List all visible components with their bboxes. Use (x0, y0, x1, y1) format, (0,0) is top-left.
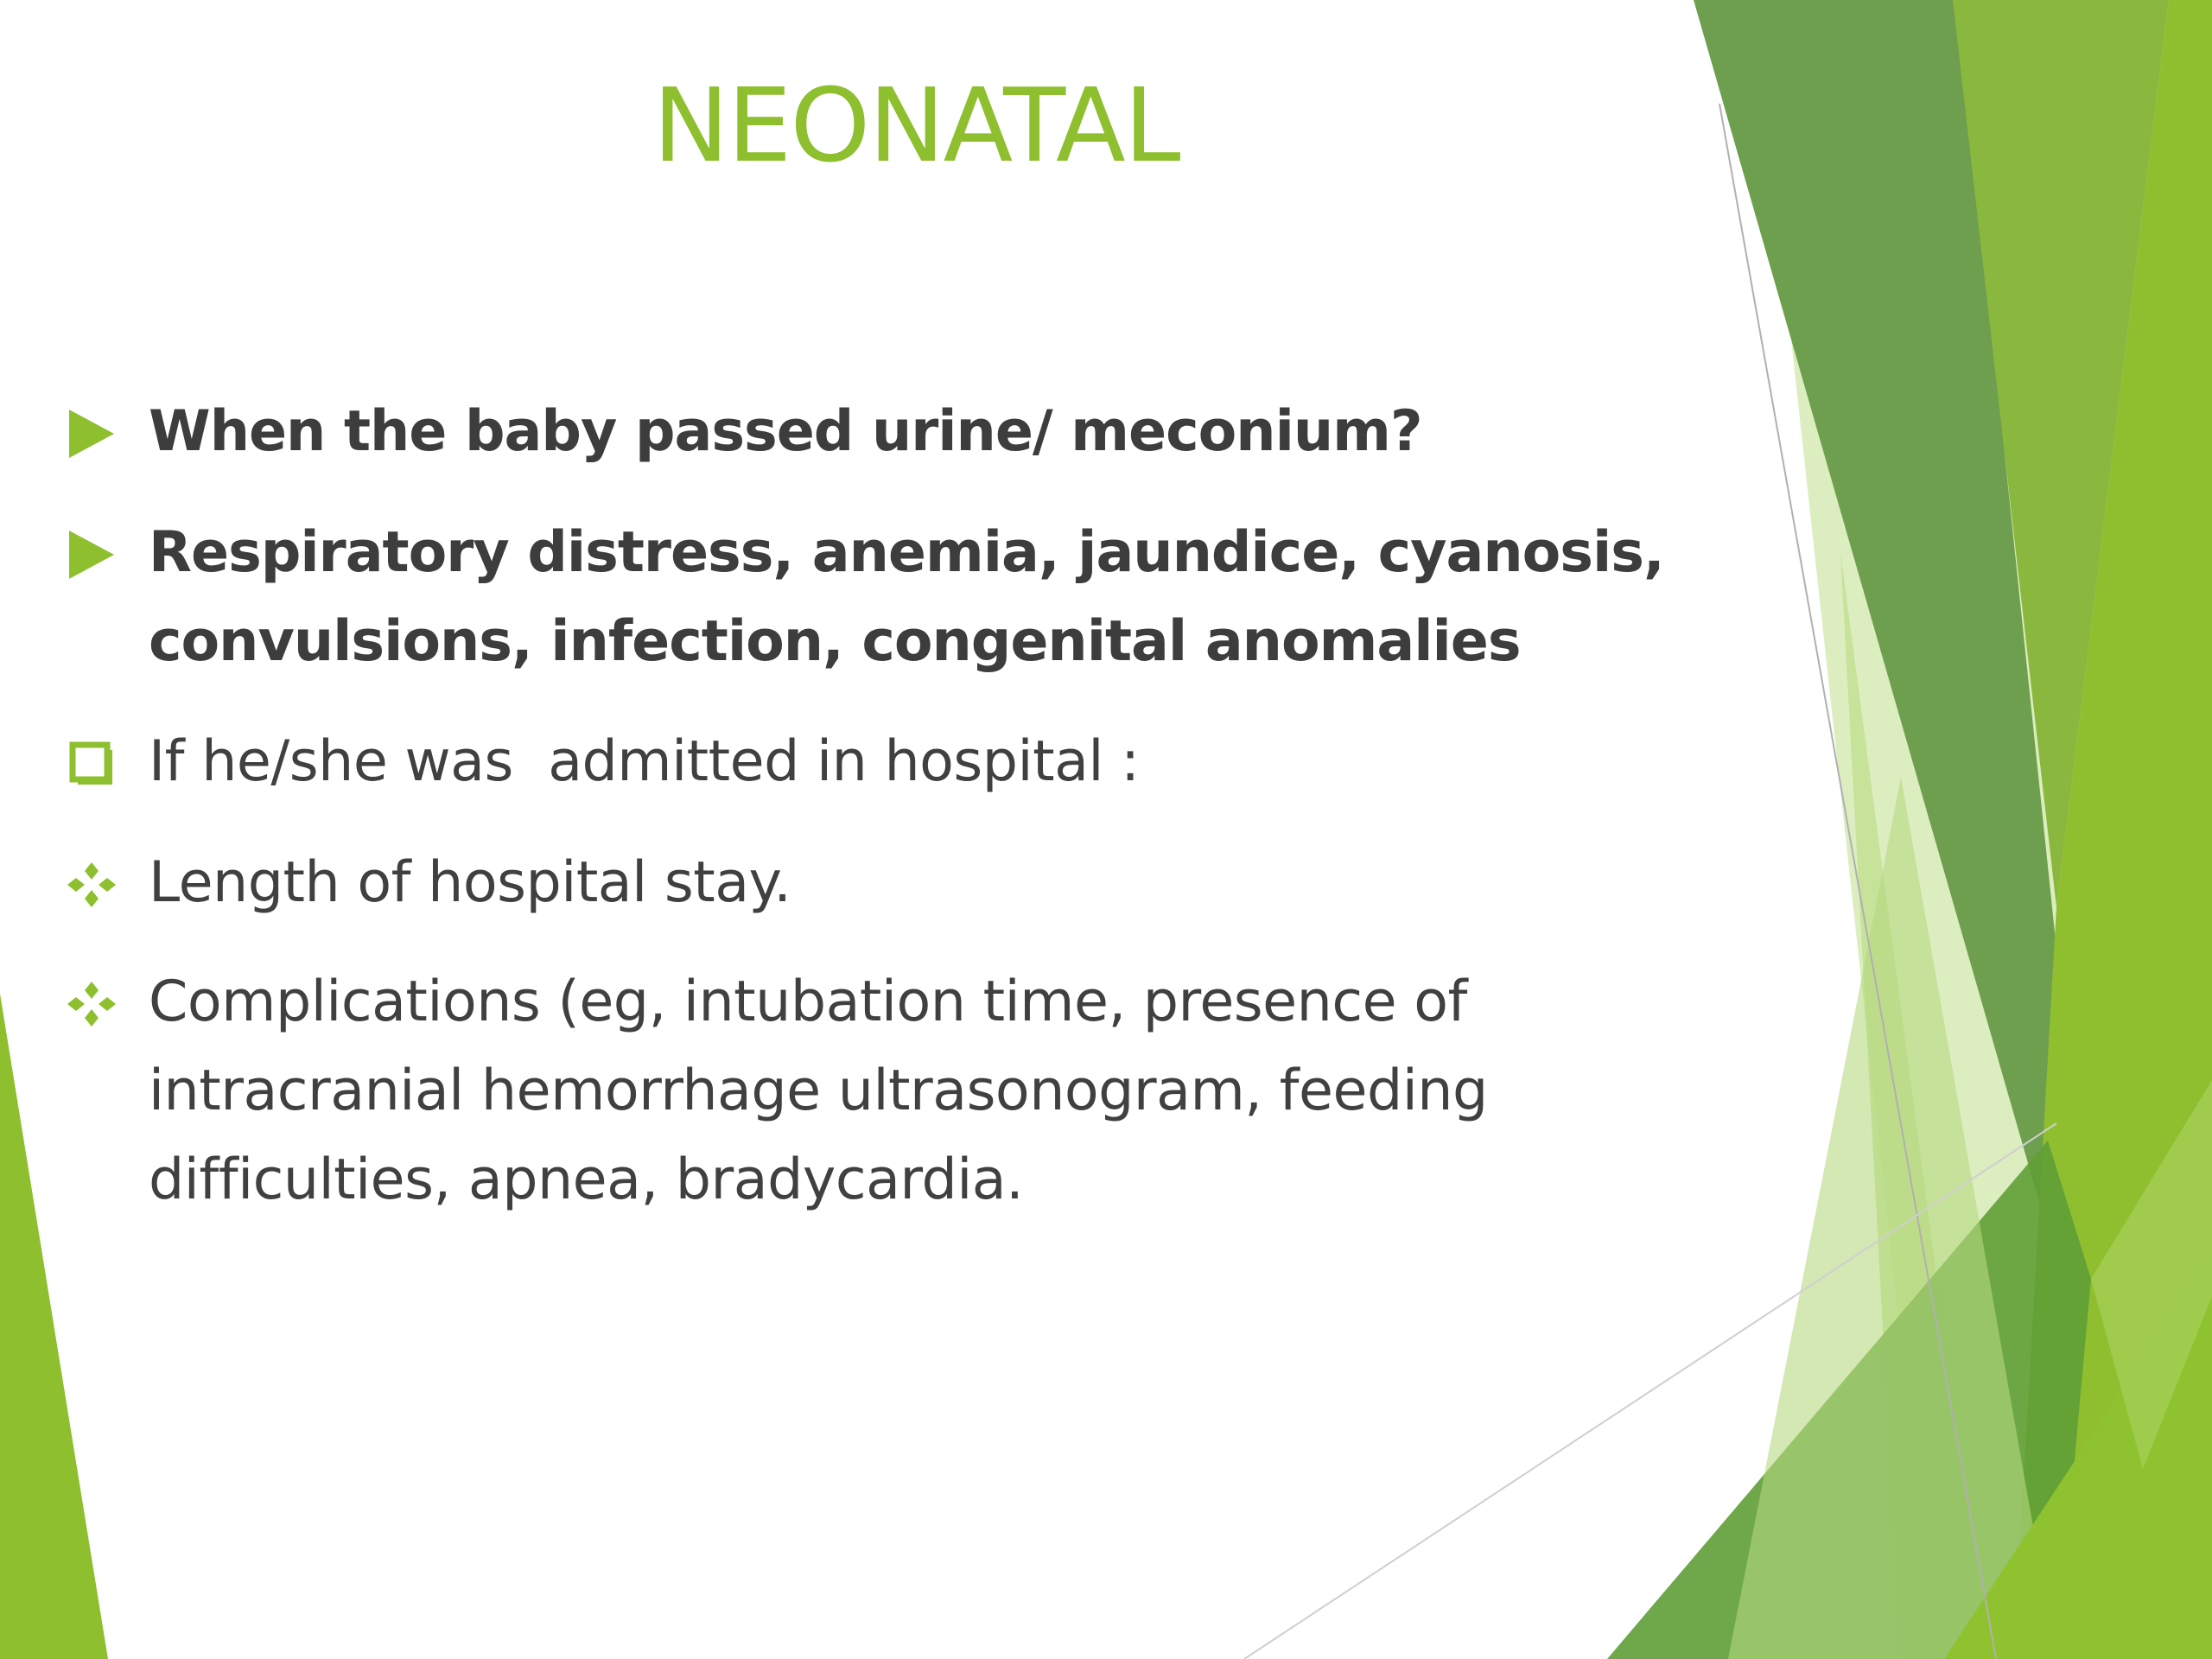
bullet-text (149, 508, 1695, 686)
bullet-line: difficulties, apnea, bradycardia. (149, 1147, 1024, 1212)
bullet-text (149, 387, 1695, 476)
bullet-line: Respiratory distress, anemia, jaundice, cyanosis, (149, 520, 1664, 585)
bullet-text (149, 717, 1695, 806)
bullet-line: convulsions, infection, congenital anomalies (149, 609, 1521, 674)
bullet-line: intracranial hemorrhage ultrasonogram, feeding (149, 1058, 1488, 1123)
bullet-text (149, 957, 1695, 1224)
bullet-line: Complications (eg, intubation time, presence of (149, 969, 1467, 1034)
triangle-right-icon (67, 408, 116, 460)
bullet-line: Length of hospital stay. (149, 850, 791, 915)
bullet-line: If he/she was admitted in hospital : (149, 729, 1140, 794)
bullet-line: When the baby passed urine/ meconium? (149, 399, 1422, 464)
four-diamond-icon (67, 978, 116, 1030)
hollow-square-icon (67, 738, 116, 790)
bullet-text (149, 838, 1695, 927)
four-diamond-icon (67, 859, 116, 911)
slide-title: NEONATAL (652, 66, 1179, 185)
left-green-sliver (0, 994, 108, 1659)
triangle-right-icon (67, 529, 116, 581)
